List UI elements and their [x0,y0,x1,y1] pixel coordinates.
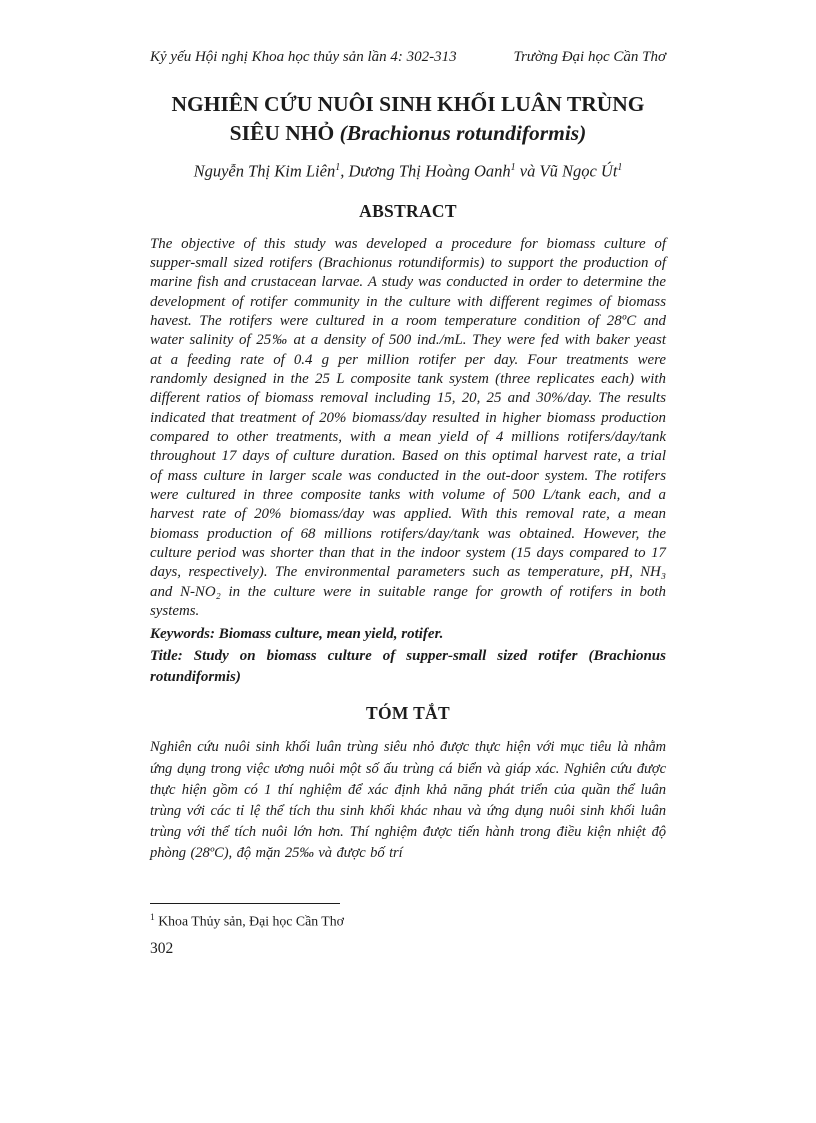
keywords-line: Keywords: Biomass culture, mean yield, rotifer. [150,626,444,643]
author-name: Nguyễn Thị Kim Liên [193,161,336,181]
header-right-text: Trường Đại học Cần Thơ [513,49,666,65]
running-header [150,0,666,67]
tomtat-heading: TÓM TẮT [366,703,450,724]
species-name: (Brachionus rotundiformis) [339,121,587,145]
footnote-marker: 1 [150,913,155,923]
abstract-body: The objective of this study was developed a procedure for biomass culture of supper-small sized rotifers (Brachionus rotundiformis) to support the production of marine fish and crustacean larvae. A study was conducted in order to determine the development of rotifer community in the culture with different regimes of biomass havest. The rotifers were cultured in a room temperature condition of 28ºC and water salinity of 25‰ at a density of 500 ind./mL. They were fed with baker yeast at a feeding rate of 0.4 g per million rotifer per day. Four treatments were randomly designed in the 25 L composite tank system (three replicates each) with different ratios of biomass removal including 15, 20, 25 and 30%/day. The results indicated that treatment of 20% biomass/day resulted in higher biomass production compared to other treatments, with a mean yield of 4 millions rotifers/day/tank throughout 17 days of culture duration. Based on this optimal harvest rate, a trial of mass culture in larger scale was conducted in the out-door system. The rotifers were cultured in three composite tanks with volume of 500 L/tank each, and a harvest rate of 20% biomass/day was applied. With this removal rate, a mean biomass production of 68 millions rotifers/day/tank was obtained. However, the culture period was shorter than that in the indoor system (15 days compared to 17 days, respectively). The environmental parameters such as temperature, pH, NH₃ and N-NO₂ in the culture were in suitable range for growth of rotifers in both systems. [150,235,666,620]
authors-line: Nguyễn Thị Kim Liên$^1$, Dương Thị Hoàng Oanh$^1$ và Vũ Ngọc $Út^1$ [193,161,623,181]
english-title-line: Title: Study on biomass culture of supper-small sized rotifer (Brachionus rotundiformis) [150,648,666,685]
author-affiliation-superscript: 1 [617,162,623,173]
abstract-heading: ABSTRACT [359,200,457,221]
footnote-block [150,903,666,958]
footnote-rule [150,903,340,904]
author-name: Vũ Ngọc Út [539,161,618,181]
author-affiliation-superscript: 1 [510,162,516,173]
paper-title [150,90,666,148]
footnote-text: $^1$ Khoa Thủy sản, Đại học Cần Thơ [150,913,344,929]
paper-title-line2: SIÊU NHỎ (Brachionus rotundiformis) [229,121,587,145]
page-content [150,0,666,865]
header-left-text: Kỷ yếu Hội nghị Khoa học thủy sản lần 4: 302-313 [150,49,457,65]
author-name: Dương Thị Hoàng Oanh [348,161,511,181]
paper-title-line1: NGHIÊN CỨU NUÔI SINH KHỐI LUÂN TRÙNG [171,92,645,116]
tomtat-body: Nghiên cứu nuôi sinh khối luân trùng siêu nhỏ được thực hiện với mục tiêu là nhằm ứng dụng trong việc ương nuôi một số ấu trùng cá biển và giáp xác. Nghiên cứu được thực hiện gồm có 1 thí nghiệm để xác định khả năng phát triển của quần thể luân trùng với các tỉ lệ thể tích thu sinh khối khác nhau và ứng dụng nuôi sinh khối luân trùng với thể tích nuôi lớn hơn. Thí nghiệm được tiến hành trong điều kiện nhiệt độ phòng (28ºC), độ mặn 25‰ và được bố trí [150,739,666,862]
page-number: 302 [150,939,174,957]
author-affiliation-superscript: 1 [335,162,341,173]
